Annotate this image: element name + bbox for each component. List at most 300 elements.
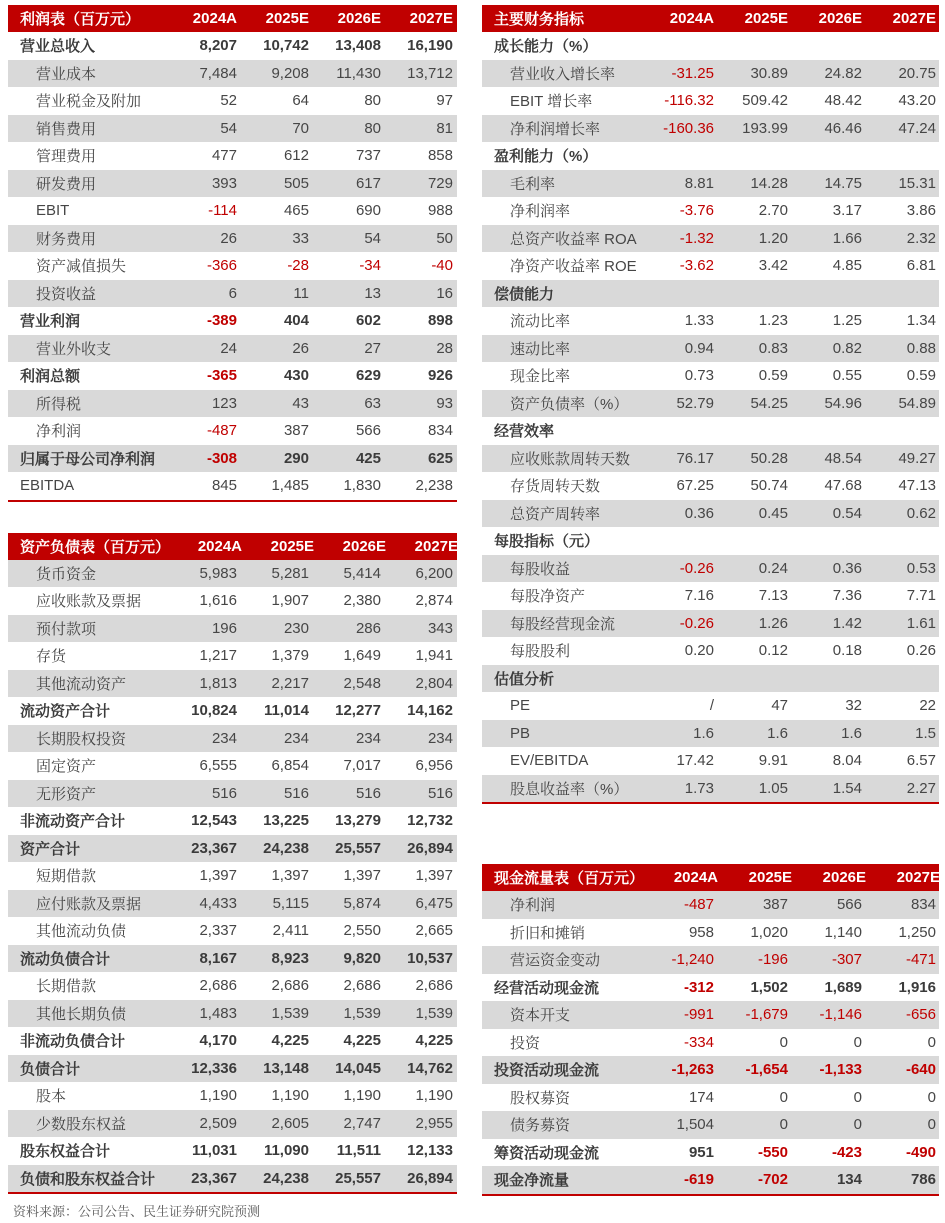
row-label: 估值分析	[494, 670, 555, 688]
cell-value: 1,830	[343, 477, 381, 495]
cell-value: 1,250	[898, 923, 936, 941]
cell-value: 7.13	[758, 587, 788, 605]
row-label: 现金净流量	[494, 1172, 570, 1190]
row-label: 少数股东权益	[36, 1115, 127, 1133]
row-label: 研发费用	[36, 175, 97, 193]
row-label: 现金比率	[510, 368, 571, 386]
cell-value: 0.24	[758, 559, 788, 577]
cell-value: 737	[355, 147, 381, 165]
row-label: 净利润率	[510, 203, 571, 221]
cell-value: 24	[220, 339, 237, 357]
cell-value: 43	[292, 394, 309, 412]
cell-value: 11,511	[336, 1142, 381, 1160]
cell-value: 4,170	[199, 1032, 237, 1050]
table-row	[482, 500, 939, 528]
row-label: 应付账款及票据	[36, 895, 142, 913]
cell-value: 1,916	[898, 978, 936, 996]
cell-value: -31.25	[671, 64, 714, 82]
cell-value: 230	[283, 619, 309, 637]
cell-value: 845	[211, 477, 237, 495]
cell-value: 12,732	[407, 812, 453, 830]
cell-value: 4,225	[415, 1032, 453, 1050]
left-column	[8, 5, 457, 1220]
row-label: 销售费用	[36, 120, 97, 138]
cell-value: 14,162	[407, 702, 453, 720]
cell-value: 1.23	[758, 312, 788, 330]
cell-value: 0.59	[906, 367, 936, 385]
table-row	[8, 87, 457, 115]
cell-value: 834	[910, 896, 936, 914]
cell-value: 54.89	[898, 394, 936, 412]
row-label: 营业外收支	[36, 340, 112, 358]
column-header-2026E: 2026E	[822, 869, 867, 886]
cell-value: -308	[206, 449, 237, 467]
row-label: 总资产收益率 ROA	[510, 230, 637, 248]
row-label: 财务费用	[36, 230, 97, 248]
cell-value: -312	[683, 978, 714, 996]
cell-value: 234	[355, 729, 381, 747]
cell-value: 9,208	[271, 64, 309, 82]
spacer	[482, 804, 939, 864]
cell-value: 24,238	[263, 839, 309, 857]
table-row	[8, 445, 457, 473]
cell-value: 54	[220, 119, 237, 137]
table-row	[482, 280, 939, 308]
row-label: 营业税金及附加	[36, 93, 142, 111]
table-row	[482, 87, 939, 115]
row-label: 股息收益率（%）	[510, 780, 629, 798]
cell-value: 1.05	[758, 779, 788, 797]
cell-value: 2,686	[343, 977, 381, 995]
table-row	[482, 142, 939, 170]
row-label: 管理费用	[36, 148, 97, 166]
cell-value: 16,190	[407, 37, 453, 55]
row-label: 长期借款	[36, 978, 97, 996]
row-label: 营运资金变动	[510, 952, 601, 970]
table-row	[482, 197, 939, 225]
cell-value: 48.42	[824, 92, 862, 110]
cell-value: 1.34	[906, 312, 936, 330]
cell-value: -28	[287, 257, 309, 275]
row-label: 短期借款	[36, 868, 97, 886]
cell-value: 3.42	[758, 257, 788, 275]
row-label: 净利润	[36, 423, 82, 441]
cell-value: 28	[436, 339, 453, 357]
cell-value: 1,813	[199, 674, 237, 692]
cell-value: 10,537	[407, 949, 453, 967]
cell-value: -1.32	[679, 229, 714, 247]
row-label: 每股收益	[510, 560, 571, 578]
table-row	[8, 807, 457, 835]
balance-sheet-table	[8, 533, 457, 1195]
table-row	[482, 1111, 939, 1139]
cell-value: 0.54	[832, 504, 862, 522]
table-row	[482, 390, 939, 418]
cell-value: 1,190	[199, 1087, 237, 1105]
cell-value: 2,686	[271, 977, 309, 995]
table-row	[482, 307, 939, 335]
cell-value: 11,014	[263, 702, 309, 720]
cell-value: 0.26	[906, 642, 936, 660]
cell-value: 81	[436, 119, 453, 137]
cell-value: 729	[427, 174, 453, 192]
cell-value: 50.74	[750, 477, 788, 495]
cell-value: 26	[292, 339, 309, 357]
cell-value: -0.26	[679, 614, 714, 632]
column-header-2024A: 2024A	[673, 869, 719, 886]
cell-value: 70	[292, 119, 309, 137]
cell-value: 4,225	[343, 1032, 381, 1050]
cell-value: 1.20	[758, 229, 788, 247]
cell-value: 0.55	[832, 367, 862, 385]
cell-value: 43.20	[898, 92, 936, 110]
cell-value: 30.89	[750, 64, 788, 82]
column-header-2024A: 2024A	[197, 537, 243, 555]
row-label: 净利润	[510, 897, 556, 915]
row-label: 总资产周转率	[510, 505, 601, 523]
row-label: 投资	[510, 1034, 541, 1052]
cell-value: 1,941	[415, 647, 453, 665]
cell-value: 2,874	[415, 592, 453, 610]
cell-value: 1,217	[199, 647, 237, 665]
cell-value: 11	[293, 284, 309, 302]
cell-value: 6	[228, 284, 237, 302]
cell-value: -471	[905, 951, 936, 969]
table-row	[482, 891, 939, 919]
cell-value: 2,411	[272, 922, 309, 940]
cell-value: 2.70	[758, 202, 788, 220]
table-row	[482, 225, 939, 253]
cell-value: 2,686	[199, 977, 237, 995]
row-label: 债务募资	[510, 1117, 571, 1135]
cell-value: 196	[211, 619, 237, 637]
cell-value: -702	[757, 1171, 788, 1189]
cell-value: 0	[779, 1116, 788, 1134]
cell-value: 834	[427, 422, 453, 440]
cell-value: 14,762	[407, 1059, 453, 1077]
source-note: 资料来源：公司公告、民生证券研究院预测	[13, 1204, 261, 1219]
cell-value: 47.24	[898, 119, 936, 137]
cell-value: 1.25	[832, 312, 862, 330]
cell-value: 0.73	[684, 367, 714, 385]
table-row	[8, 835, 457, 863]
cell-value: 9,820	[343, 949, 381, 967]
cell-value: 516	[211, 784, 237, 802]
cell-value: 3.86	[906, 202, 936, 220]
cell-value: -1,240	[671, 951, 714, 969]
cell-value: 786	[910, 1171, 936, 1189]
table-row	[8, 752, 457, 780]
table-row	[8, 862, 457, 890]
row-label: 长期股权投资	[36, 730, 127, 748]
table-row	[8, 615, 457, 643]
cell-value: 602	[355, 312, 381, 330]
cell-value: 7,017	[343, 757, 381, 775]
row-label: 投资活动现金流	[494, 1062, 600, 1080]
cell-value: 1,190	[343, 1087, 381, 1105]
cell-value: 2.32	[906, 229, 936, 247]
cell-value: 10,824	[191, 702, 237, 720]
cell-value: 193.99	[742, 119, 788, 137]
cell-value: 11,090	[263, 1142, 309, 1160]
cell-value: 14.75	[824, 174, 862, 192]
cell-value: 1.54	[832, 779, 862, 797]
table-row	[482, 335, 939, 363]
cell-value: 7,484	[199, 64, 237, 82]
cell-value: 612	[283, 147, 309, 165]
cell-value: 0.88	[906, 339, 936, 357]
cell-value: -160.36	[663, 119, 714, 137]
cell-value: 2,217	[271, 674, 309, 692]
row-label: EV/EBITDA	[510, 752, 589, 770]
cell-value: 1,397	[199, 867, 237, 885]
row-label: 流动负债合计	[20, 950, 111, 968]
table-row	[8, 1082, 457, 1110]
cell-value: -1,146	[819, 1006, 862, 1024]
cell-value: 1,616	[199, 592, 237, 610]
cell-value: 93	[436, 394, 453, 412]
cell-value: 2,686	[415, 977, 453, 995]
cell-value: 25,557	[335, 1169, 381, 1187]
table-row	[8, 1000, 457, 1028]
cell-value: 1,502	[750, 978, 788, 996]
table-row	[482, 1056, 939, 1084]
table-title: 资产负债表（百万元）	[20, 538, 171, 556]
table-row	[482, 1139, 939, 1167]
cash-flow-table	[482, 864, 939, 1196]
income-header-row	[8, 5, 457, 32]
table-row	[8, 335, 457, 363]
cell-value: 234	[427, 729, 453, 747]
table-row	[8, 890, 457, 918]
table-row	[8, 115, 457, 143]
cell-value: 516	[355, 784, 381, 802]
cell-value: 509.42	[742, 92, 788, 110]
cell-value: 6.57	[906, 752, 936, 770]
cell-value: 1,539	[343, 1004, 381, 1022]
cell-value: 1,649	[343, 647, 381, 665]
column-header-2027E: 2027E	[414, 537, 459, 555]
cell-value: 0.59	[758, 367, 788, 385]
cell-value: 8.81	[684, 174, 714, 192]
cell-value: 1.33	[684, 312, 714, 330]
key-indicators-table	[482, 5, 939, 804]
cell-value: 33	[292, 229, 309, 247]
table-title: 现金流量表（百万元）	[494, 870, 645, 887]
cell-value: 63	[364, 394, 381, 412]
table-row	[482, 974, 939, 1002]
column-header-2026E: 2026E	[342, 537, 387, 555]
cell-value: 617	[355, 174, 381, 192]
cell-value: -1,263	[671, 1061, 714, 1079]
table-row	[482, 1029, 939, 1057]
spacer	[8, 502, 457, 533]
row-label: 营业收入增长率	[510, 65, 616, 83]
row-label: 每股净资产	[510, 588, 586, 606]
cell-value: 566	[355, 422, 381, 440]
cell-value: 11,430	[336, 64, 381, 82]
cell-value: -487	[206, 422, 237, 440]
cell-value: 2.27	[906, 779, 936, 797]
table-row	[482, 417, 939, 445]
cell-value: 7.16	[684, 587, 714, 605]
table-row	[482, 445, 939, 473]
cell-value: 13,279	[335, 812, 381, 830]
cell-value: 1,379	[271, 647, 309, 665]
column-header-2027E: 2027E	[896, 869, 941, 886]
indicators-header-row	[482, 5, 939, 32]
cell-value: 0	[853, 1033, 862, 1051]
cell-value: 0.45	[758, 504, 788, 522]
cell-value: 2,337	[199, 922, 237, 940]
cell-value: 8.04	[832, 752, 862, 770]
table-row	[8, 780, 457, 808]
cell-value: /	[709, 697, 714, 715]
cell-value: 14,045	[335, 1059, 381, 1077]
cell-value: -114	[208, 202, 237, 220]
row-label: 筹资活动现金流	[494, 1144, 600, 1162]
row-label: 资本开支	[510, 1007, 571, 1025]
row-label: 投资收益	[36, 285, 97, 303]
cell-value: 0.53	[906, 559, 936, 577]
cell-value: 1,190	[271, 1087, 309, 1105]
cell-value: 46.46	[824, 119, 862, 137]
cell-value: 10,742	[263, 37, 309, 55]
cell-value: 13,712	[407, 64, 453, 82]
row-label: EBIT	[36, 202, 70, 220]
cell-value: 8,167	[199, 949, 237, 967]
cell-value: 54.25	[750, 394, 788, 412]
cell-value: -991	[683, 1006, 714, 1024]
cell-value: 1,140	[824, 923, 862, 941]
row-label: 固定资产	[36, 758, 97, 776]
cell-value: -550	[757, 1143, 788, 1161]
row-label: 无形资产	[36, 785, 97, 803]
cell-value: -196	[757, 951, 788, 969]
cell-value: 1,483	[199, 1004, 237, 1022]
table-row	[482, 665, 939, 693]
cell-value: 16	[436, 284, 453, 302]
cell-value: 6.81	[906, 257, 936, 275]
table-row	[8, 1110, 457, 1138]
cell-value: 24,238	[263, 1169, 309, 1187]
cell-value: 5,281	[271, 564, 309, 582]
cell-value: 690	[355, 202, 381, 220]
cell-value: 15.31	[898, 174, 936, 192]
cell-value: 2,955	[415, 1114, 453, 1132]
column-header-2025E: 2025E	[270, 537, 315, 555]
cell-value: 123	[211, 394, 237, 412]
cell-value: 951	[688, 1143, 714, 1161]
column-header-2027E: 2027E	[892, 10, 936, 27]
table-row	[8, 307, 457, 335]
cell-value: 926	[427, 367, 453, 385]
cell-value: -3.76	[679, 202, 714, 220]
cell-value: 1,020	[750, 923, 788, 941]
table-row	[8, 945, 457, 973]
cell-value: -116.32	[664, 92, 714, 110]
cell-value: 343	[427, 619, 453, 637]
table-row	[8, 670, 457, 698]
row-label: 其他长期负债	[36, 1005, 127, 1023]
cell-value: 80	[364, 119, 381, 137]
cell-value: 12,336	[191, 1059, 237, 1077]
table-row	[8, 917, 457, 945]
cell-value: 234	[283, 729, 309, 747]
cell-value: 1,907	[271, 592, 309, 610]
row-label: 归属于母公司净利润	[20, 450, 156, 468]
cell-value: 0.36	[684, 504, 714, 522]
cell-value: 387	[762, 896, 788, 914]
cell-value: 2,747	[343, 1114, 381, 1132]
cell-value: 1,689	[824, 978, 862, 996]
cell-value: 0.20	[684, 642, 714, 660]
table-row	[482, 472, 939, 500]
cell-value: 6,854	[271, 757, 309, 775]
cell-value: 387	[283, 422, 309, 440]
cell-value: 1,397	[343, 867, 381, 885]
cell-value: 7.71	[906, 587, 936, 605]
cell-value: -1,133	[819, 1061, 862, 1079]
table-row	[8, 252, 457, 280]
cell-value: 1,397	[415, 867, 453, 885]
row-label: 非流动资产合计	[20, 813, 126, 831]
cell-value: 2,665	[415, 922, 453, 940]
row-label: 毛利率	[510, 175, 556, 193]
balance-header-row	[8, 533, 457, 560]
cell-value: 12,277	[335, 702, 381, 720]
cell-value: 47.68	[824, 477, 862, 495]
row-label: 非流动负债合计	[20, 1033, 126, 1051]
table-row	[8, 60, 457, 88]
cell-value: 4,225	[271, 1032, 309, 1050]
table-row	[482, 582, 939, 610]
table-row	[8, 560, 457, 588]
row-label: 流动比率	[510, 313, 571, 331]
cell-value: 17.42	[676, 752, 714, 770]
cell-value: 5,983	[199, 564, 237, 582]
table-row	[8, 1027, 457, 1055]
table-row	[8, 972, 457, 1000]
row-label: 负债合计	[20, 1060, 81, 1078]
cell-value: 174	[688, 1088, 714, 1106]
row-label: 其他流动资产	[36, 675, 127, 693]
cell-value: 477	[211, 147, 237, 165]
cell-value: 898	[427, 312, 453, 330]
cell-value: 0	[853, 1088, 862, 1106]
table-row	[482, 747, 939, 775]
cell-value: -656	[905, 1006, 936, 1024]
cell-value: 23,367	[191, 839, 237, 857]
cell-value: 12,543	[191, 812, 237, 830]
table-row	[8, 32, 457, 60]
cell-value: 13,408	[335, 37, 381, 55]
cell-value: 234	[211, 729, 237, 747]
row-label: 经营活动现金流	[494, 979, 600, 997]
cell-value: 52	[220, 92, 237, 110]
cell-value: -307	[831, 951, 862, 969]
table-row	[482, 1084, 939, 1112]
table-row	[482, 527, 939, 555]
cell-value: 404	[283, 312, 309, 330]
row-label: 应收账款周转天数	[510, 450, 631, 468]
table-row	[482, 720, 939, 748]
cell-value: 47.13	[898, 477, 936, 495]
income-statement-table	[8, 5, 457, 502]
table-row	[8, 1165, 457, 1193]
cell-value: 2,550	[343, 922, 381, 940]
row-label: 净利润增长率	[510, 120, 601, 138]
